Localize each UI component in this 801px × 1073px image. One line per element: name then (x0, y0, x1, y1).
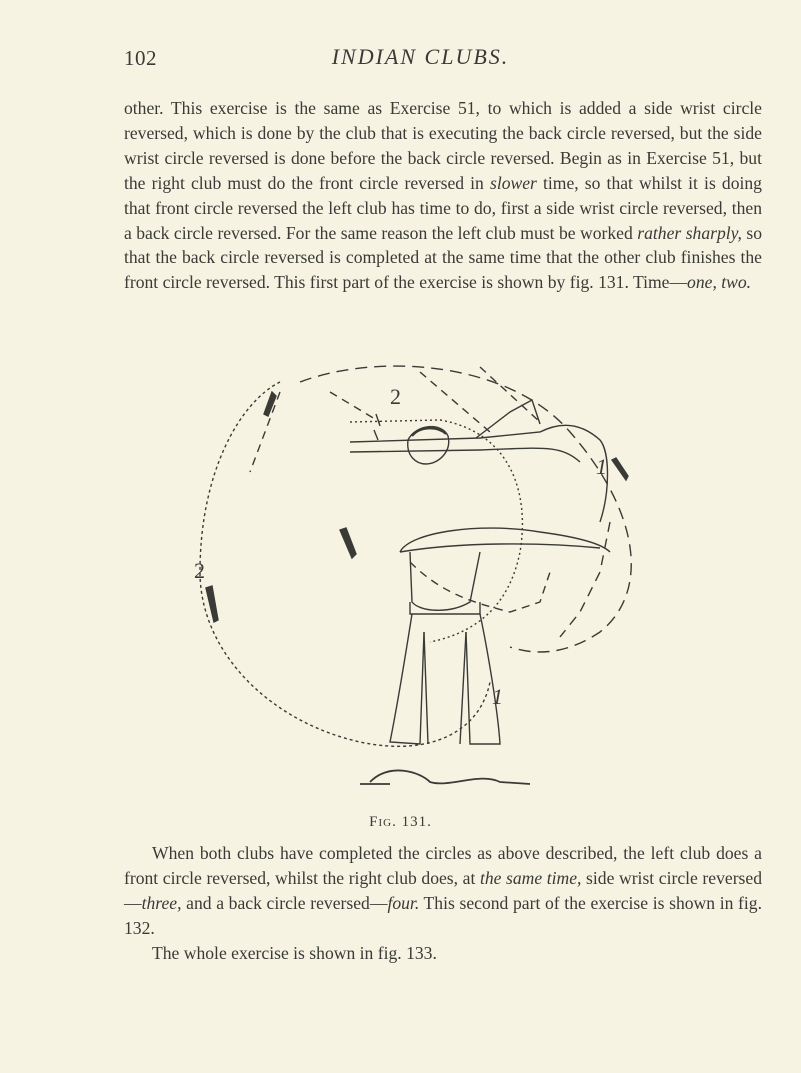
italic-run: three, (141, 892, 182, 913)
italic-run: the same time, (479, 867, 582, 888)
paragraph-2 (124, 841, 762, 966)
figure-skirt (390, 614, 500, 744)
label-bottom-1: 1 (492, 684, 503, 709)
club-right-icon (612, 458, 628, 480)
text-run: time, so that whilst it is doing that front circle reversed the left club has time to do, first a side wrist circle reversed, then a back circle reversed. For the same reason the left club must be worked (124, 172, 762, 243)
figure-131-illustration (180, 352, 660, 802)
figure-shoulders (400, 528, 610, 552)
text-run: and a back circle reversed— (181, 892, 388, 913)
text-run: so that the back circle reversed is completed at the same time that the other club finishes the front circle reversed. This first part of the exercise is shown by fig. 131. Time— (124, 222, 763, 293)
last-line: The whole exercise is shown in fig. 133. (152, 942, 437, 963)
text-run: This second part of the exercise is shown in fig. 132. (124, 892, 762, 938)
club-mid-icon (340, 528, 356, 558)
figure-caption (0, 814, 801, 831)
label-left-2: 2 (194, 558, 205, 583)
figure-torso (410, 552, 480, 614)
club-top-left-icon (264, 392, 276, 416)
figure-right-forearm (374, 414, 380, 440)
label-top-2: 2 (390, 384, 401, 409)
italic-run: four. (387, 892, 420, 913)
italic-run: rather sharply, (637, 222, 742, 243)
italic-run: slower (489, 172, 537, 193)
text-run: When both clubs have completed the circles as above described, the left club does a front circle reversed, whilst the right club does, at (124, 843, 762, 888)
figure-arms (350, 425, 608, 522)
running-head: INDIAN CLUBS. (331, 44, 510, 69)
italic-run: one, two. (687, 272, 752, 293)
paragraph-1 (124, 96, 762, 295)
hand-path-right (560, 522, 610, 637)
caption-label: Fig. (369, 814, 397, 830)
text-run: other. This exercise is the same as Exercise 51, to which is added a side wrist circle reversed, which is done by the club that is executing the back circle reversed, but the side wrist circle reversed is done before the back circle reversed. Begin as in Exercise 51, but the right club must do the front circle reversed in (124, 98, 762, 193)
figure-feet (360, 770, 530, 784)
left-club-orbit (200, 382, 490, 746)
figure-legs (424, 632, 466, 744)
figure-hair (412, 428, 446, 436)
page-number: 102 (124, 46, 157, 70)
caption-number: 131. (401, 814, 432, 830)
text-run: side wrist circle reversed— (124, 867, 763, 913)
label-right-1: 1 (596, 454, 607, 479)
